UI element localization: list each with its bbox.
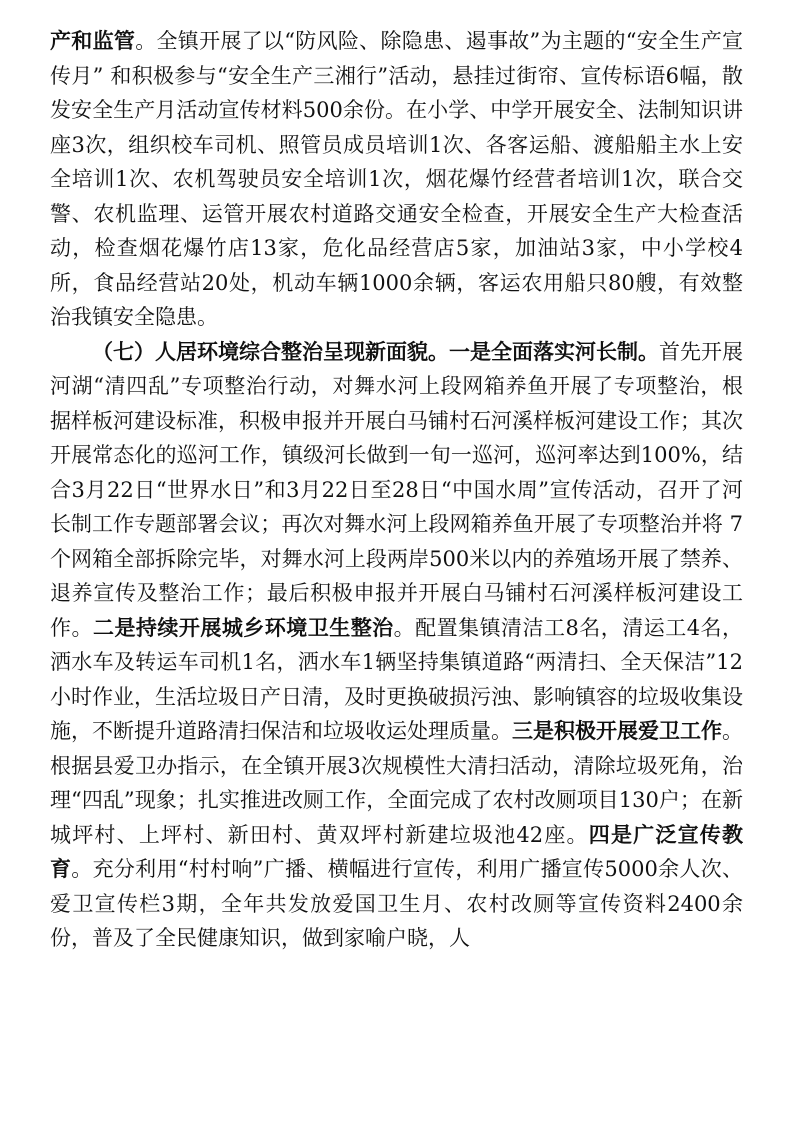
bold-run-point-three: 三是积极开展爱卫工作 — [512, 718, 722, 743]
text-run: 首先开展河湖“清四乱”专项整治行动，对舞水河上段网箱养鱼开展了专项整治，根据样板河建设标准，积极申报并开展白马铺村石河溪样板河建设工作；其次开展常态化的巡河工作，镇级河长做到一旬一巡河，巡河率达到100%，结合3月22日“世界水日”和3月22日至28日“中国水周”宣传活动，召开了河长制工作专题部署会议；再次对舞水河上段网箱养鱼开展了专项整治并将 7个网箱全部拆除完毕，对舞水河上段两岸500米以内的养殖场开展了禁养、退养宣传及整治工作；最后积极申报并开展白马铺村石河溪样板河建设工作。 — [50, 339, 743, 640]
text-run: 。充分利用“村村响”广播、横幅进行宣传，利用广播宣传5000余人次、爱卫宣传栏3期，全年共发放爱国卫生月、农村改厕等宣传资料2400余份，普及了全民健康知识，做到家喻户晓，人 — [50, 857, 743, 950]
paragraph-living-environment — [50, 335, 743, 956]
document-page — [50, 24, 743, 956]
text-run: 。配置集镇清洁工8名，清运工4名，洒水车及转运车司机1名，洒水车1辆坚持集镇道路“两清扫、全天保洁”12小时作业，生活垃圾日产日清，及时更换破损污浊、影响镇容的垃圾收集设施，不断提升道路清扫保洁和垃圾收运处理质量。 — [50, 615, 744, 743]
bold-run-point-four: 四是广泛宣传教育 — [50, 821, 743, 881]
bold-run-point-two: 二是持续开展城乡环境卫生整治 — [92, 614, 394, 640]
section-heading-seven: （七）人居环境综合整治呈现新面貌。一是全面落实河长制。 — [92, 338, 659, 364]
text-run: 。全镇开展了以“防风险、除隐患、遏事故”为主题的“安全生产宣传月” 和积极参与“安全生产三湘行”活动，悬挂过街帘、宣传标语6幅，散发安全生产月活动宣传材料500余份。在小学、中学开展安全、法制知识讲座3次，组织校车司机、照管员成员培训1次、各客运船、渡船船主水上安全培训1次、农机驾驶员安全培训1次，烟花爆竹经营者培训1次，联合交警、农机监理、运管开展农村道路交通安全检查，开展安全生产大检查活动，检查烟花爆竹店13家，危化品经营店5家，加油站3家，中小学校4所，食品经营站20处，机动车辆1000余辆，客运农用船只80艘，有效整治我镇安全隐患。 — [50, 29, 743, 329]
text-run: 。根据县爱卫办指示，在全镇开展3次规模性大清扫活动，清除垃圾死角，治理“四乱”现象；扎实推进改厕工作，全面完成了农村改厕项目130户；在新城坪村、上坪村、新田村、黄双坪村新建垃圾池42座。 — [50, 719, 743, 847]
bold-run: 产和监管 — [50, 28, 136, 53]
paragraph-safety-supervision — [50, 24, 743, 335]
